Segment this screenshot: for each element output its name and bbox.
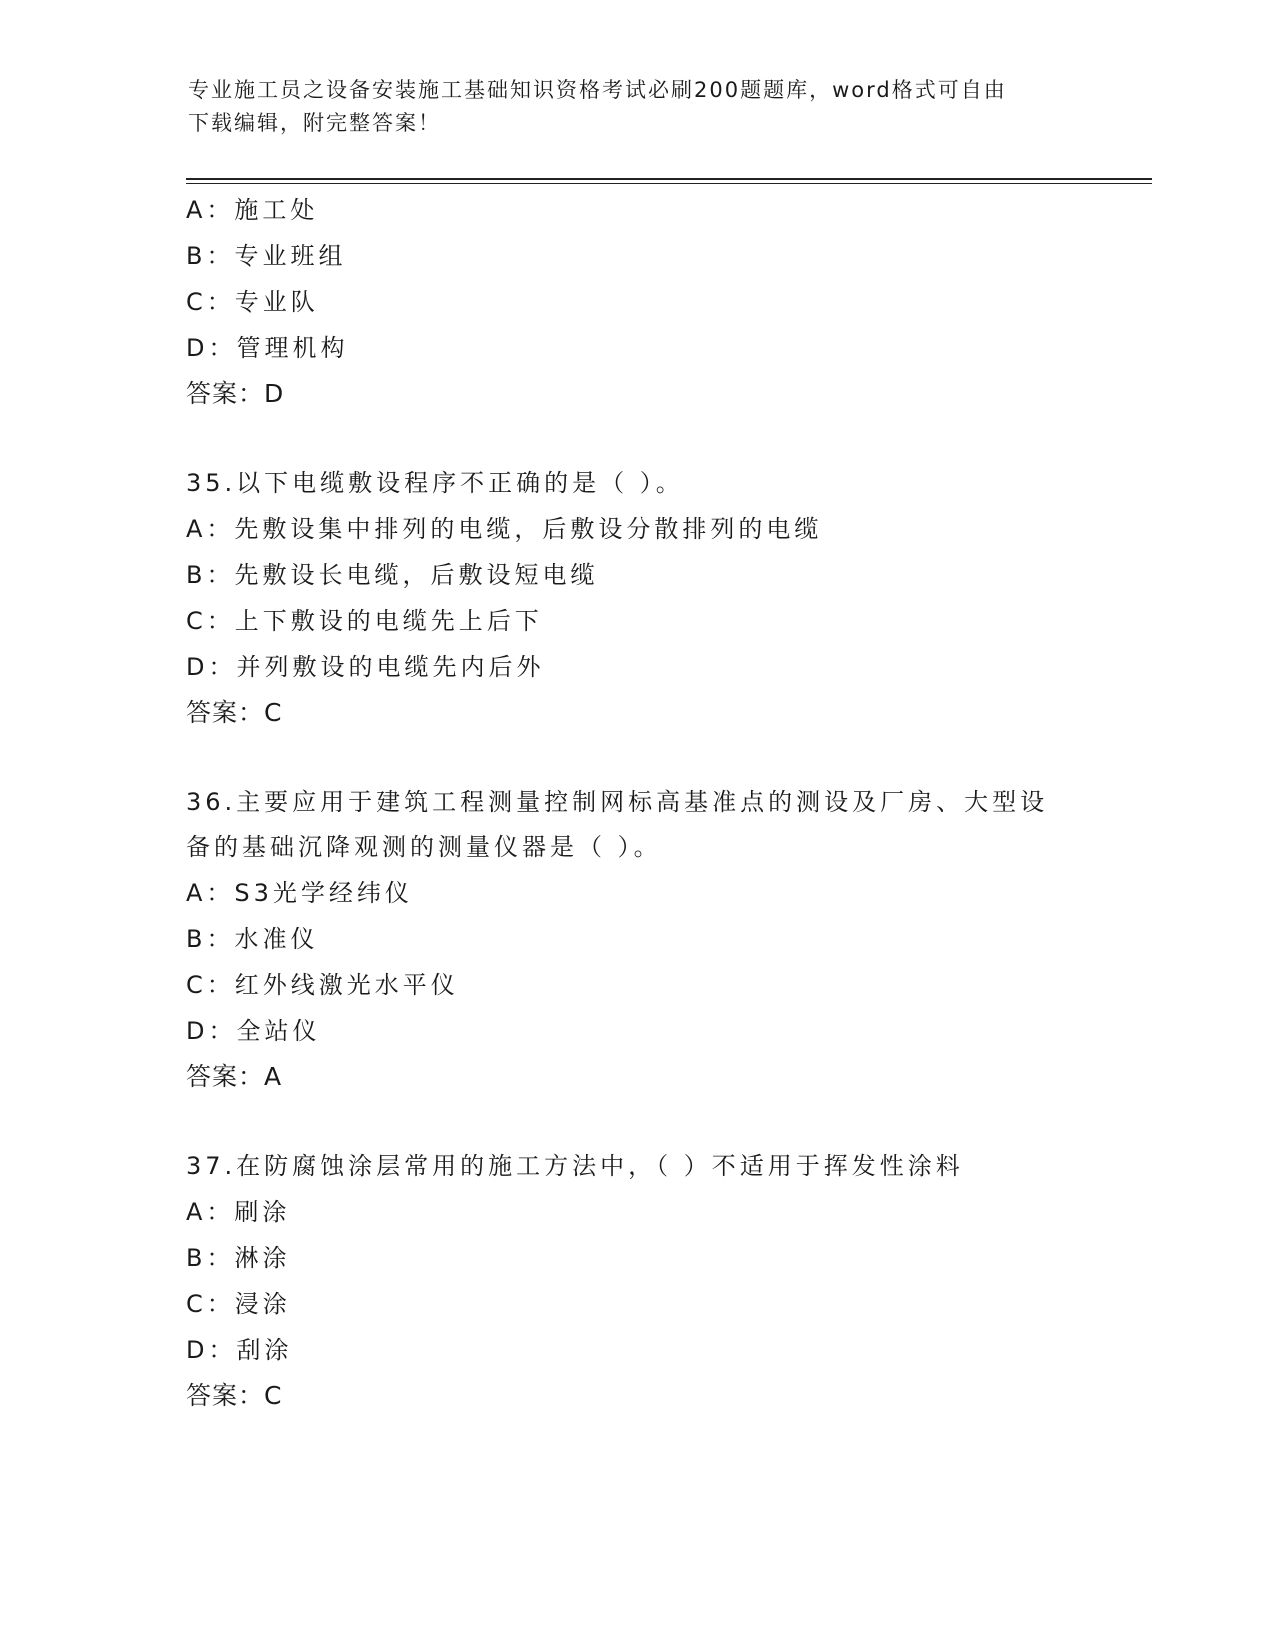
question-stem: 37.在防腐蚀涂层常用的施工方法中，（ ）不适用于挥发性涂料	[186, 1152, 964, 1180]
question-block-37	[186, 1144, 1086, 1419]
option-b: B：淋涂	[186, 1244, 291, 1272]
question-block-34	[186, 187, 1086, 417]
answer-line: 答案：D	[186, 379, 285, 408]
option-b: B：水准仪	[186, 925, 319, 953]
question-block-35	[186, 461, 1086, 736]
option-b: B：先敷设长电缆，后敷设短电缆	[186, 561, 599, 589]
question-spacer	[186, 417, 1086, 461]
option-a: A：施工处	[186, 196, 319, 224]
option-c: C：浸涂	[186, 1290, 291, 1318]
question-list	[186, 187, 1086, 1419]
option-a: A：刷涂	[186, 1198, 291, 1226]
option-c: C：专业队	[186, 288, 319, 316]
option-d: D：管理机构	[186, 334, 349, 362]
answer-line: 答案：A	[186, 1062, 283, 1091]
question-spacer	[186, 736, 1086, 780]
header-divider-thick	[186, 178, 1152, 180]
question-block-36	[186, 780, 1086, 1100]
header-divider-thin	[186, 183, 1152, 184]
option-b: B：专业班组	[186, 242, 347, 270]
question-stem: 35.以下电缆敷设程序不正确的是（ ）。	[186, 469, 684, 497]
header-line-1: 专业施工员之设备安装施工基础知识资格考试必刷200题题库，word格式可自由	[188, 78, 1007, 102]
answer-line: 答案：C	[186, 1381, 283, 1410]
document-header	[188, 74, 1068, 140]
option-a: A：先敷设集中排列的电缆，后敷设分散排列的电缆	[186, 515, 823, 543]
option-c: C：上下敷设的电缆先上后下	[186, 607, 543, 635]
header-line-2: 下载编辑，附完整答案！	[188, 111, 441, 135]
option-a: A：S3光学经纬仪	[186, 879, 413, 907]
option-d: D：全站仪	[186, 1017, 321, 1045]
question-stem-line-1: 36.主要应用于建筑工程测量控制网标高基准点的测设及厂房、大型设	[186, 788, 1049, 816]
question-spacer	[186, 1100, 1086, 1144]
answer-line: 答案：C	[186, 698, 283, 727]
option-d: D：刮涂	[186, 1336, 293, 1364]
option-d: D：并列敷设的电缆先内后外	[186, 653, 545, 681]
option-c: C：红外线激光水平仪	[186, 971, 459, 999]
question-stem-line-2: 备的基础沉降观测的测量仪器是（ ）。	[186, 833, 662, 861]
